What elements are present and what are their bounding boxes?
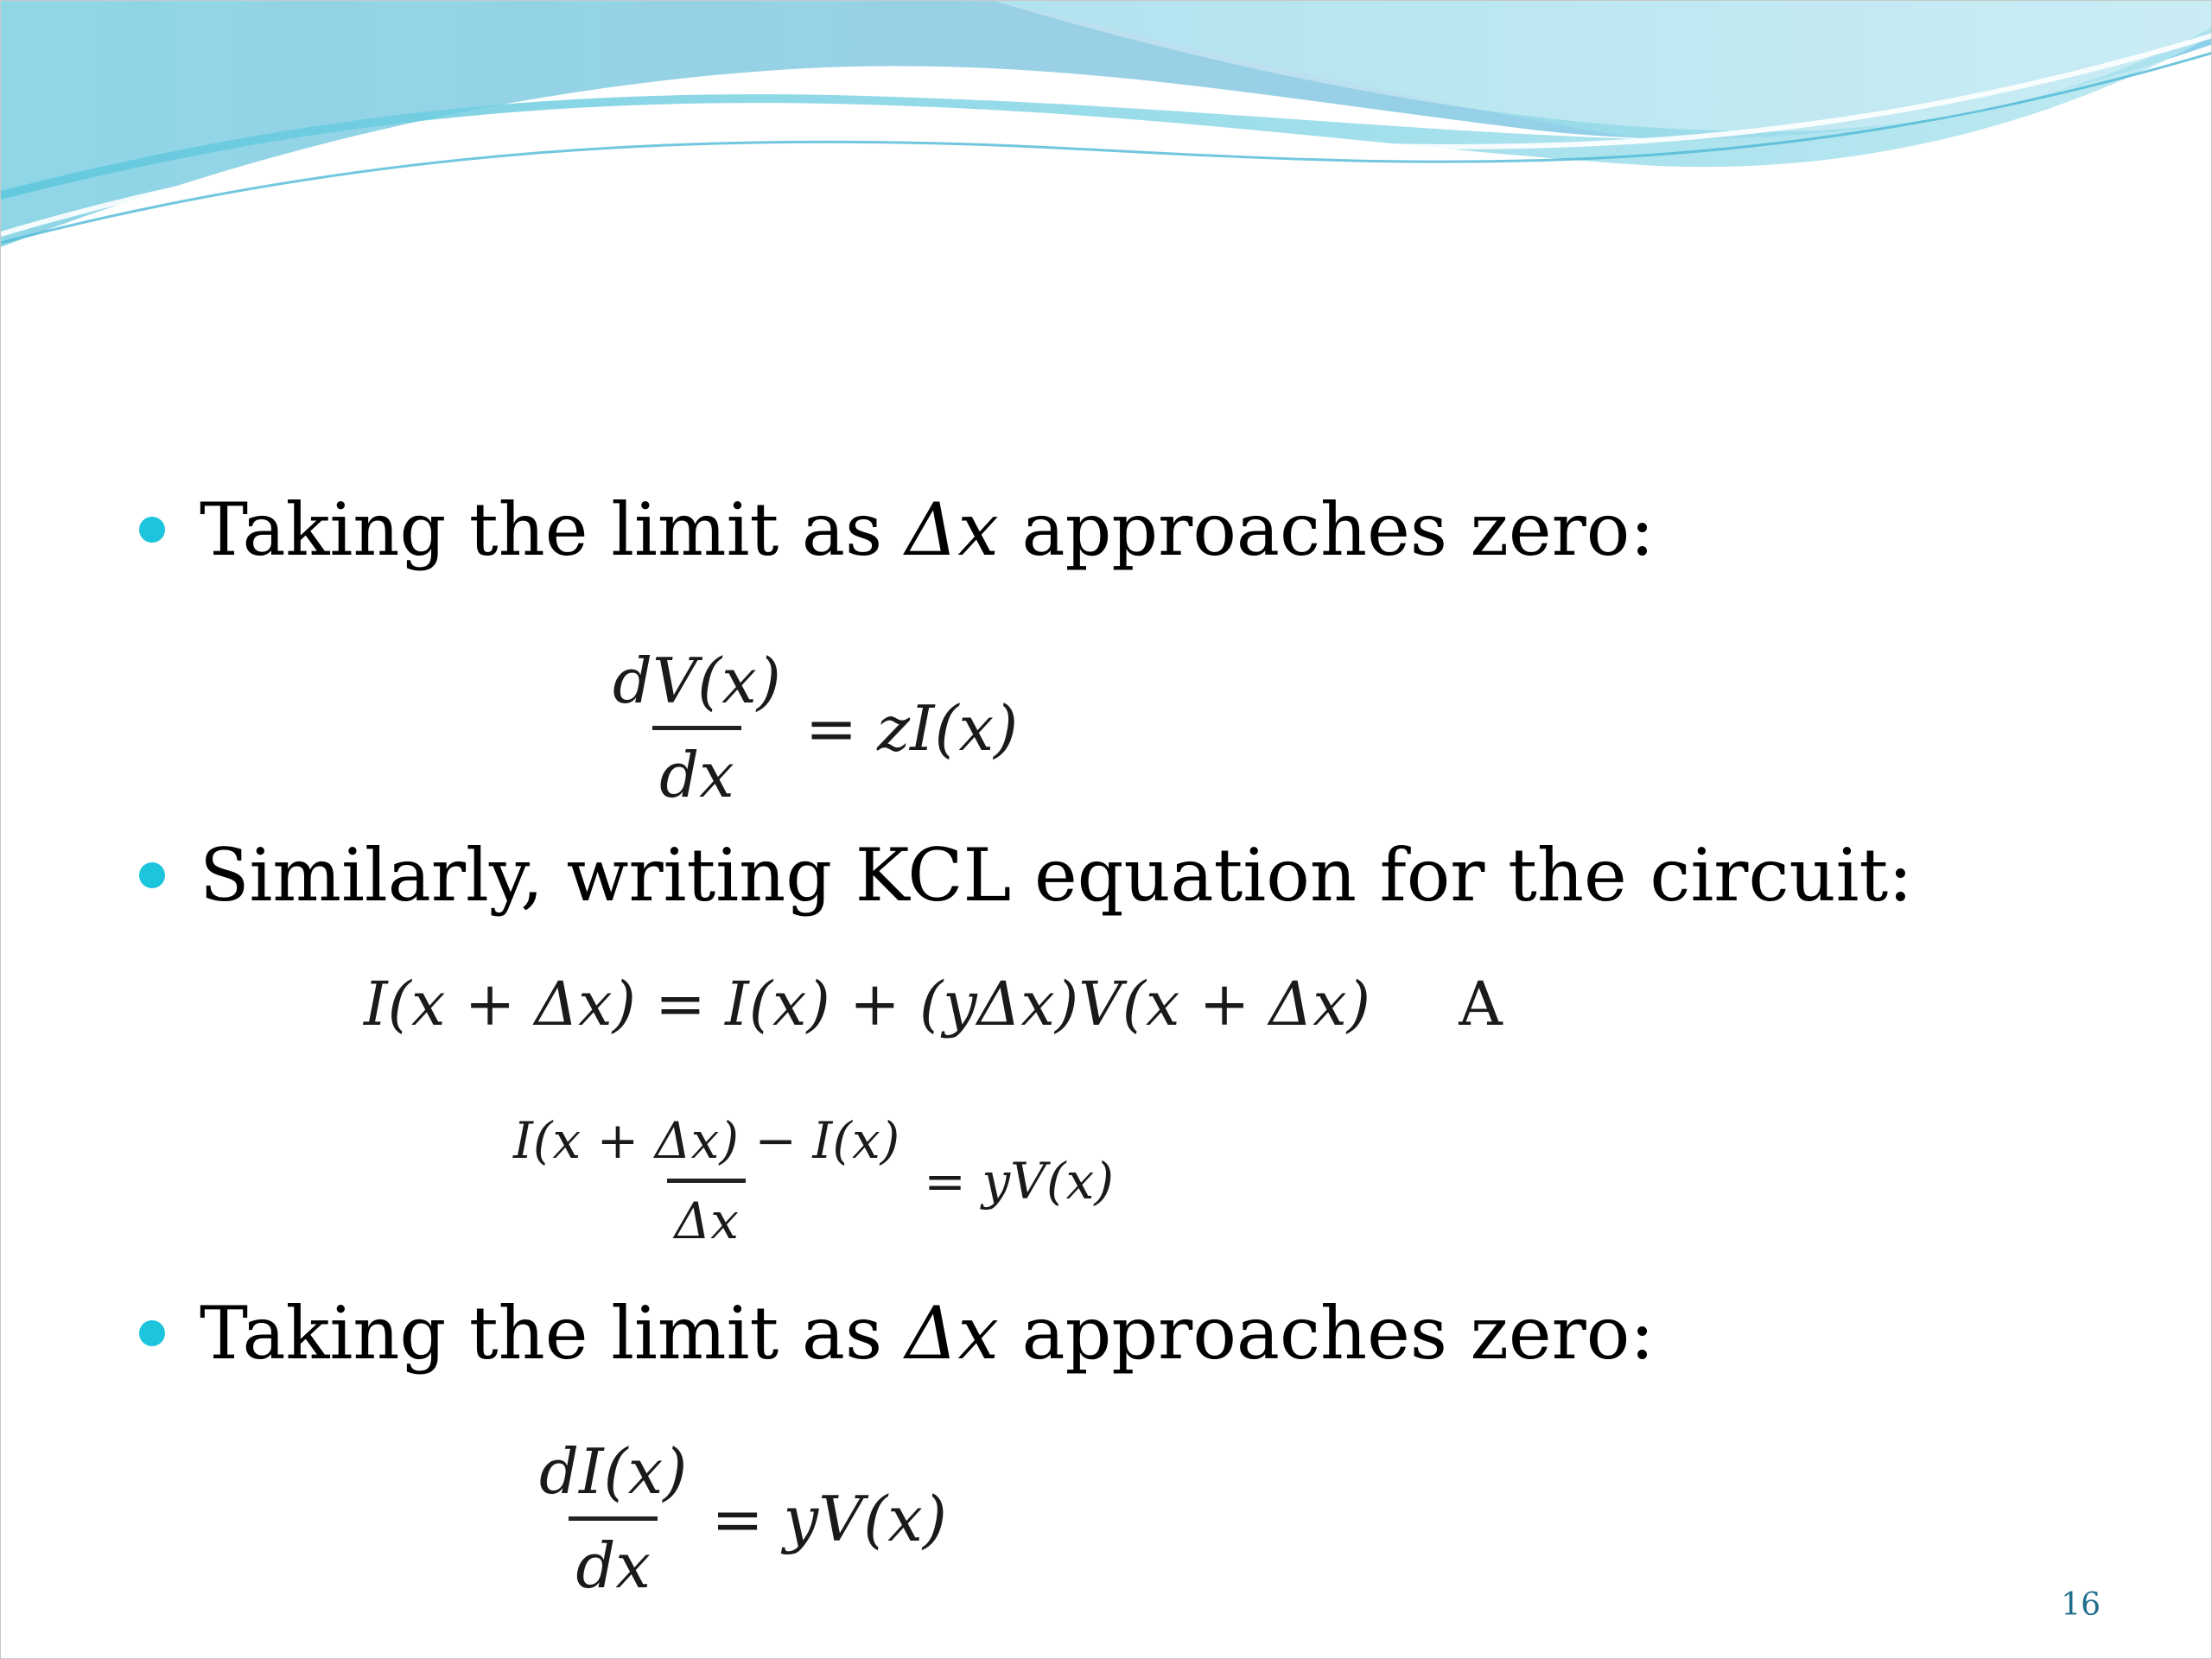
bullet-2-text: Similarly, writing KCL equation for the circuit:: [200, 833, 1913, 918]
equation-denominator: Δx: [667, 1179, 746, 1250]
bullet-item-1: [139, 487, 1655, 572]
equation-fraction: [606, 645, 788, 811]
header-wave-decoration: [1, 1, 2212, 260]
equation-numerator: dV(x): [613, 645, 781, 717]
bullet-dot: [139, 1320, 165, 1346]
page-number: 16: [2061, 1587, 2101, 1623]
bullet-item-3: [139, 1291, 1655, 1376]
equation-rhs: = yV(x): [711, 1482, 947, 1555]
equation-dv-dx: [606, 645, 1018, 811]
equation-fraction: [532, 1435, 694, 1602]
bullet-3-text: Taking the limit as Δx approaches zero:: [200, 1291, 1655, 1376]
equation-denominator: dx: [652, 726, 741, 811]
equation-kcl: [364, 969, 1503, 1039]
bullet-dot: [139, 862, 165, 888]
equation-difference-quotient: [506, 1111, 1114, 1250]
equation-kcl-expression: I(x + Δx) = I(x) + (yΔx)V(x + Δx): [364, 969, 1371, 1039]
bullet-1-text: Taking the limit as Δx approaches zero:: [200, 487, 1655, 572]
equation-fraction: [506, 1111, 906, 1250]
equation-di-dx: [532, 1435, 947, 1602]
bullet-dot: [139, 517, 165, 543]
equation-denominator: dx: [569, 1516, 658, 1602]
bullet-item-2: [139, 833, 1913, 918]
equation-numerator: I(x + Δx) − I(x): [513, 1111, 900, 1170]
equation-unit: A: [1459, 969, 1503, 1039]
equation-rhs: = zI(x): [804, 691, 1019, 765]
equation-numerator: dI(x): [539, 1435, 688, 1508]
equation-rhs: = yV(x): [924, 1151, 1114, 1211]
